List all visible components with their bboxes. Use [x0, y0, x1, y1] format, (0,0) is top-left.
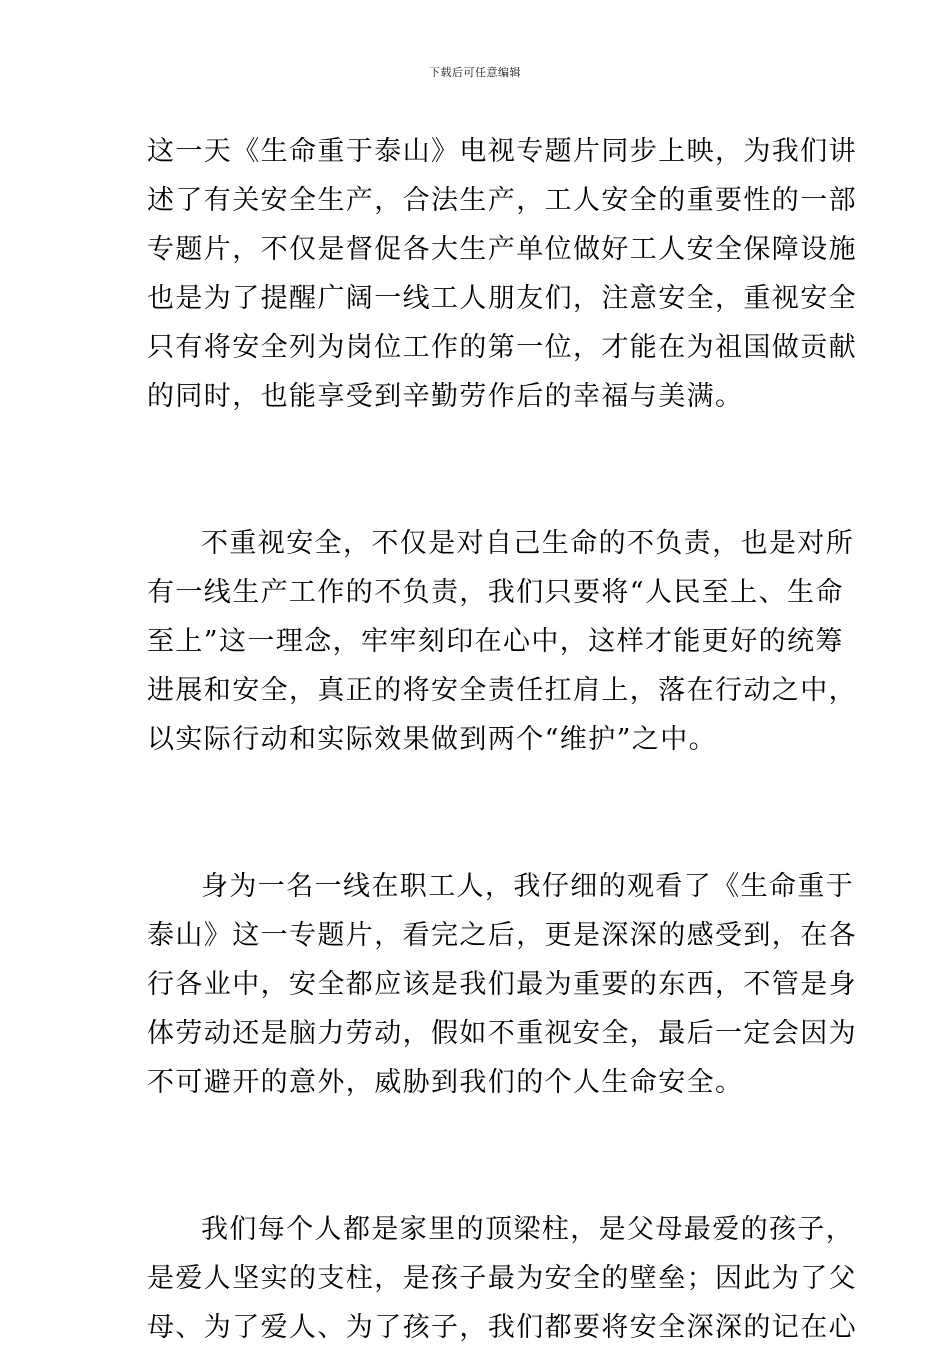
paragraph-3 [147, 862, 857, 1107]
paragraph-spacer [147, 764, 807, 862]
text-line: 进展和安全，真正的将安全责任扛肩上，落在行动之中， [147, 675, 857, 706]
text-line: 专题片，不仅是督促各大生产单位做好工人安全保障设施 [147, 234, 857, 265]
text-line: 以实际行动和实际效果做到两个“维护”之中。 [147, 724, 718, 755]
text-line: 泰山》这一专题片，看完之后，更是深深的感受到，在各 [147, 920, 857, 951]
text-line: 我们每个人都是家里的顶梁柱，是父母最爱的孩子， [201, 1214, 855, 1245]
text-line: 也是为了提醒广阔一线工人朋友们，注意安全，重视安全 [147, 283, 857, 314]
text-line: 这一天《生命重于泰山》电视专题片同步上映，为我们讲 [147, 136, 857, 167]
paragraph-1 [147, 127, 857, 421]
text-line: 有一线生产工作的不负责，我们只要将“人民至上、生命 [147, 577, 844, 608]
paragraph-spacer [147, 1107, 807, 1205]
page-header: 下载后可任意编辑 [429, 66, 521, 79]
text-line: 述了有关安全生产，合法生产，工人安全的重要性的一部 [147, 185, 857, 216]
text-line: 身为一名一线在职工人，我仔细的观看了《生命重于 [201, 871, 855, 902]
paragraph-spacer [147, 421, 807, 519]
text-line: 的同时，也能享受到辛勤劳作后的幸福与美满。 [147, 381, 744, 412]
text-line: 母、为了爱人、为了孩子，我们都要将安全深深的记在心 [147, 1312, 857, 1343]
text-line: 只有将安全列为岗位工作的第一位，才能在为祖国做贡献 [147, 332, 857, 363]
text-line: 是爱人坚实的支柱，是孩子最为安全的壁垒；因此为了父 [147, 1263, 857, 1294]
text-line: 不重视安全，不仅是对自己生命的不负责，也是对所 [201, 528, 855, 559]
text-line: 不可避开的意外，威胁到我们的个人生命安全。 [147, 1067, 744, 1098]
text-line: 行各业中，安全都应该是我们最为重要的东西，不管是身 [147, 969, 857, 1000]
text-line: 体劳动还是脑力劳动，假如不重视安全，最后一定会因为 [147, 1018, 857, 1049]
document-body [147, 127, 857, 1352]
paragraph-2 [147, 519, 857, 764]
paragraph-4 [147, 1205, 857, 1352]
text-line: 至上”这一理念，牢牢刻印在心中，这样才能更好的统筹 [147, 626, 844, 657]
